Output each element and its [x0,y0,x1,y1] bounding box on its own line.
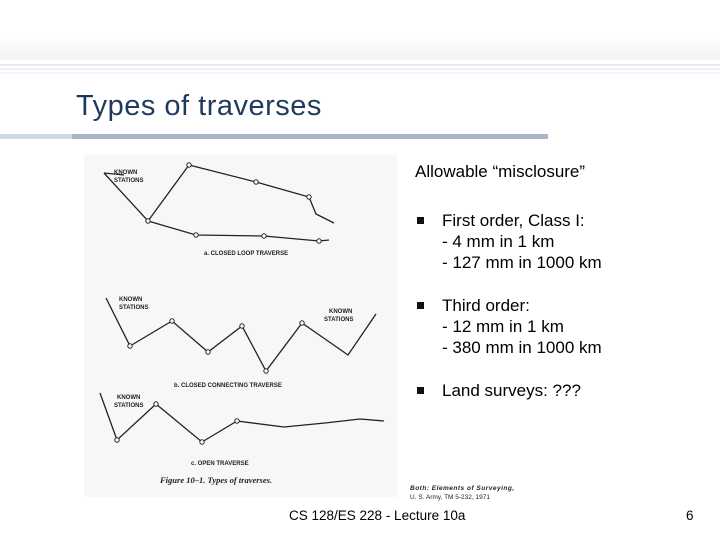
known-stations-label-b: KNOWN [119,297,143,303]
station-point [254,180,258,184]
header-stripe [0,72,720,74]
citation-line-1: Both: Elements of Surveying, [410,485,515,492]
known-stations-label-c: KNOWN [117,395,141,401]
bullet-line: Land surveys: ??? [442,381,581,400]
slide-title: Types of traverses [76,90,322,122]
bullet-list [415,210,715,401]
list-item [415,210,715,273]
station-point [200,440,204,444]
station-point [194,233,198,237]
known-stations-label-a2: STATIONS [114,178,144,184]
traverse-diagram [84,155,397,497]
header-band [0,0,720,60]
citation-line-2: U. S. Army, TM 5-232, 1971 [410,494,490,501]
station-point [170,319,174,323]
bullet-square-icon [417,302,424,309]
station-point [307,195,311,199]
known-stations-label-a: KNOWN [114,170,138,176]
bullet-square-icon [417,387,424,394]
station-point [146,219,150,223]
known-stations-label-b2: STATIONS [119,305,149,311]
open-traverse-path [100,393,384,442]
header-stripe [0,68,720,70]
footer-text: CS 128/ES 228 - Lecture 10a [289,508,466,523]
caption-a: a. CLOSED LOOP TRAVERSE [204,251,289,257]
station-point [154,402,158,406]
page-number: 6 [686,508,694,523]
loop-traverse-return [148,221,329,241]
known-stations-label-b3: KNOWN [329,309,353,315]
misclosure-subtitle: Allowable “misclosure” [415,162,586,181]
list-item [415,380,715,401]
known-stations-label-b4: STATIONS [324,317,354,323]
bullet-line: - 127 mm in 1000 km [442,253,602,272]
caption-b: b. CLOSED CONNECTING TRAVERSE [174,383,282,389]
station-point [240,324,244,328]
title-rule-left [0,134,72,139]
station-point [262,234,266,238]
station-point [264,369,268,373]
caption-c: c. OPEN TRAVERSE [191,461,249,467]
station-point [235,419,239,423]
bullet-line: First order, Class I: [442,211,585,230]
station-point [187,163,191,167]
station-point [206,350,210,354]
title-rule [72,134,548,139]
station-point [317,239,321,243]
citation [410,484,515,502]
station-point [128,344,132,348]
loop-traverse-path [104,165,334,223]
bullet-line: - 12 mm in 1 km [442,317,564,336]
list-item [415,295,715,358]
header-stripe [0,64,720,66]
known-stations-label-c2: STATIONS [114,403,144,409]
bullet-square-icon [417,217,424,224]
figure-caption: Figure 10–1. Types of traverses. [160,475,273,485]
bullet-line: - 380 mm in 1000 km [442,338,602,357]
station-point [115,438,119,442]
bullet-line: Third order: [442,296,530,315]
traverse-figure [84,155,397,497]
bullet-line: - 4 mm in 1 km [442,232,555,251]
station-point [300,321,304,325]
